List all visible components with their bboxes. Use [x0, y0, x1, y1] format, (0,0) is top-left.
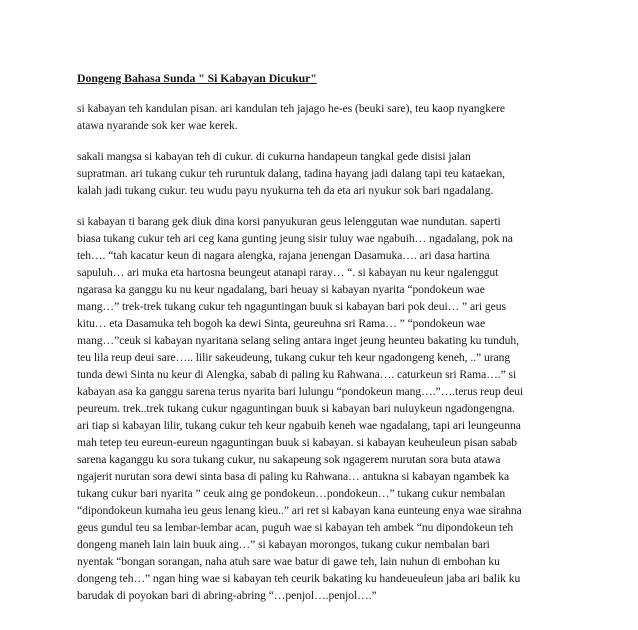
text-line: nyentak “bongan sorangan, naha atuh sare wae batur di gawe teh, lain nuhun di embohan ku: [77, 555, 500, 568]
text-line: kitu… eta Dasamuka teh bogoh ka dewi Sinta, geureuhna sri Rama… ” “pondokeun wae: [77, 317, 486, 330]
text-line: dongeng teh…” ngan hing wae si kabayan teh ceurik bakating ku handeueuleun jaba ari balik ku: [77, 572, 521, 585]
paragraph-1: [77, 100, 565, 134]
text-line: “dipondokeun kumaha ieu geus lenang kieu..” ari ret si kabayan kana eunteung enya wae sirahna: [77, 504, 522, 517]
text-line: supratman. ari tukang cukur teh ruruntuk dalang, tadina hayang jadi dalang tapi teu kataekan,: [77, 167, 506, 180]
text-line: sarena kaganggu ku sora tukang cukur, nu sakapeung sok ngagerem nurutan sora buta atawa: [77, 453, 501, 466]
text-line: kabayan asa ka ganggu sarena terus nyarita bari lulungu “pondokeun mang….”….terus reup deui: [77, 385, 524, 398]
text-line: barudak di poyokan bari di abring-abring “…penjol….penjol….”: [77, 589, 377, 602]
text-line: biasa tukang cukur teh ari ceg kana gunting jeung sisir tuluy wae ngabuih… ngadalang, pok na: [77, 232, 513, 245]
text-line: ari tiap si kabayan lilir, tukang cukur teh keur ngabuih keneh wae ngadalang, tapi ari leungeunna: [77, 419, 521, 432]
text-line: mang…” trek-trek tukang cukur teh ngaguntingan buuk si kabayan bari pok deui… ” ari geus: [77, 300, 506, 313]
document-title: Dongeng Bahasa Sunda " Si Kabayan Dicukur": [77, 71, 317, 85]
text-line: si kabayan teh kandulan pisan. ari kandulan teh jajago he-es (beuki sare), teu kaop nyangkere: [77, 102, 506, 115]
text-line: peureum. trek..trek tukang cukur ngaguntingan buuk si kabayan bari nuluykeun ngadongengna.: [77, 402, 515, 415]
text-line: kalah jadi tukang cukur. teu wudu payu nyukurna teh da eta ari nyukur sok bari ngadalang.: [77, 184, 494, 197]
text-line: mah tetep teu eureun-eureun ngaguntingan buuk si kabayan. si kabayan keuheuleun pisan sabab: [77, 436, 518, 449]
text-line: atawa nyarande sok ker wae kerek.: [77, 119, 238, 132]
text-line: tunda dewi Sinta nu keur di Alengka, sabab di paling ku Rahwana…. caturkeun sri Rama….” si: [77, 368, 517, 381]
text-line: dongeng maneh lain lain buuk aing…” si kabayan morongos, tukang cukur nembalan bari: [77, 538, 490, 551]
text-line: si kabayan ti barang gek diuk dina korsi panyukuran geus lelenggutan wae nundutan. saperti: [77, 215, 501, 228]
text-line: sapuluh… ari muka eta hartosna beungeut atanapi raray… “. si kabayan nu keur ngalenggut: [77, 266, 499, 279]
text-line: geus gundul teu sa lembar-lembar acan, puguh wae si kabayan teh ambek “nu dipondokeun teh: [77, 521, 514, 534]
paragraph-2: [77, 148, 565, 199]
text-line: mang…”ceuk si kabayan nyaritana selang seling antara inget jeung heunteu bakating ku tunduh,: [77, 334, 519, 347]
text-line: sakali mangsa si kabayan teh di cukur. di cukurna handapeun tangkal gede disisi jalan: [77, 150, 471, 163]
paragraph-3: [77, 213, 565, 604]
text-line: ngarasa ka ganggu ku nu keur ngadalang, bari heuay si kabayan nyarita “pondokeun wae: [77, 283, 485, 296]
text-line: teu lila reup deui sare….. lilir sakeudeung, tukang cukur teh keur ngadongeng keneh, ..” urang: [77, 351, 511, 364]
text-line: tukang cukur bari nyarita ” ceuk aing ge pondokeun…pondokeun…” tukang cukur nembalan: [77, 487, 506, 500]
text-line: ngajerit nurutan sora dewi sinta basa di paling ku Rahwana… antukna si kabayan ngambek ka: [77, 470, 510, 483]
text-line: teh…. “tah kacatur keun di nagara alengka, rajana jenengan Dasamuka…. ari dasa hartina: [77, 249, 490, 262]
document-page: [77, 70, 565, 618]
